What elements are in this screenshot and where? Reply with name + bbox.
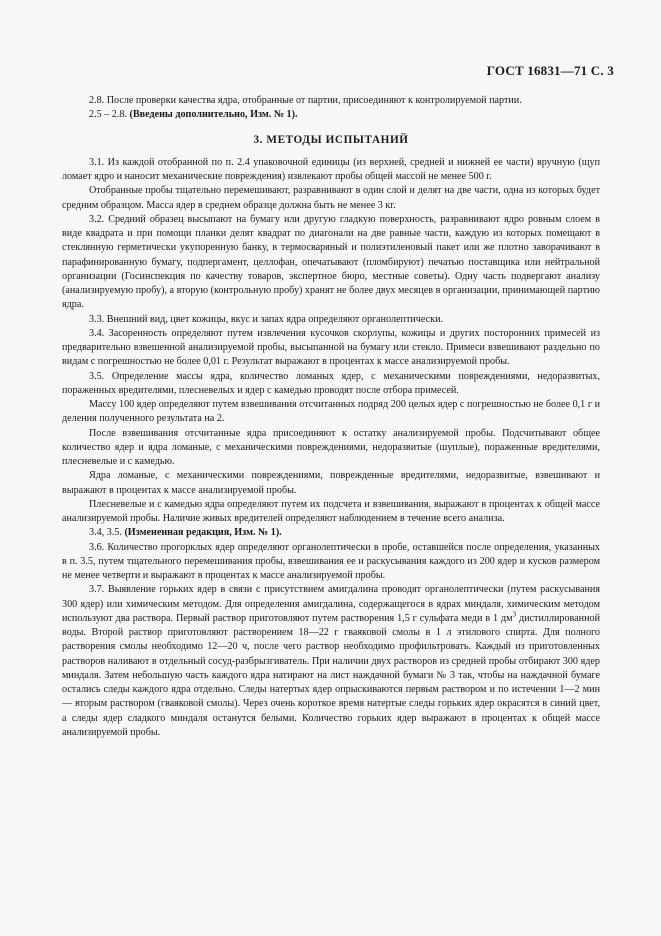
paragraph-3-1-continued: Отобранные пробы тщательно перемешивают, разравнивают в один слой и делят на две части, одна из которых будет средним образцом. Масса ядер в среднем образце должна быть не менее 3 кг. xyxy=(62,185,600,211)
paragraph-3-7-part-b: дистиллированной воды. Второй раствор приготовляют растворением 18—22 г гваяковой смолы в 1 л этилового спирта. Для полного растворения смолы необходимо 12—20 ч, после чего раствор необходимо профильтровать. Каждый из приготовленных растворов наливают в отдельный сосуд-разбрызгиватель. При наличии двух растворов из средней пробы отбирают 300 ядер миндаля. Затем небольшую часть каждого ядра натирают на лист наждачной бумаги № 3 так, чтобы на наждачной бумаге остались следы каждого ядра отдельно. Следы натертых ядер опрыскиваются первым раствором и по истечении 1—2 мин — вторым раствором (гваяковой смолы). Через очень короткое время натертые следы горьких ядер окрасятся в синий цвет, а следы ядер сладкого миндаля останутся белыми. Количество горьких ядер выражают в процентах к общей массе анализируемой пробы. xyxy=(62,612,600,738)
paragraph-3-5: 3.5. Определение массы ядра, количество ломаных ядер, с механическими повреждениями, недоразвитых, пораженных вредителями, плесневелых и ядер с камедью проводят после отбора примесей. xyxy=(62,370,600,396)
paragraph-3-7-part-a: 3.7. Выявление горьких ядер в связи с присутствием амигдалина проводят органолептически (путем раскусывания 300 ядер) или химическим методом. Для определения амигдалина, содержащегося в ядрах миндаля, химическим методом используют два раствора. Первый раствор приготовляют путем растворения 1,5 г сульфата меди в 1 дм xyxy=(62,584,600,624)
amendment-ref: 3.4, 3.5. xyxy=(89,527,122,539)
amendment-ref: 2.5 – 2.8. xyxy=(89,109,127,121)
superscript-3: 3 xyxy=(512,610,517,619)
paragraph-3-6: 3.6. Количество прогорклых ядер определяют органолептически в пробе, оставшейся после определения, указанных в п. 3.5, путем тщательного перемешивания пробы, взвешивания ее и раскусывания каждого из 200 ядер и кусков размером не менее четверти и выражают в процентах к массе анализируемой пробы. xyxy=(62,541,600,581)
paragraph-3-4: 3.4. Засоренность определяют путем извлечения кусочков скорлупы, кожицы и других посторонних примесей из предварительно взвешенной анализируемой пробы, высыпанной на бумагу или стекло. Примеси взвешивают раздельно по видам с погрешностью не более 0,01 г. Результат выражают в процентах к массе анализируемой пробы. xyxy=(62,327,600,368)
paragraph-3-5-count: После взвешивания отсчитанные ядра присоединяют к остатку анализируемой пробы. Подсчитывают общее количество ядер и ядра ломаные, с механическими повреждениями, недоразвитые (шуплые), пораженные вредителями, плесневелые и с камедью. xyxy=(62,427,600,467)
paragraph-3-2: 3.2. Средний образец высыпают на бумагу или другую гладкую поверхность, разравнивают ядро ровным слоем в виде квадрата и при помощи планки делят квадрат по диагонали на две равные части, каждую из которых помещают в стеклянную герметически укупоренную банку, в термосваряный и полиэтиленовый пакет или же плотно заворачивают в парафинированную бумагу, подпергамент, целлофан, опечатывают (пломбируют) печатью поставщика или нейтральной организации (Госинспекция по качеству товаров, экспертное бюро, местные советы). Одну часть подвергают анализу (анализируемую пробу), а вторую (контрольную пробу) хранят не более двух месяцев в организации, принимающей партию ядра. xyxy=(62,213,600,311)
amendment-text: (Измененная редакция, Изм. № 1). xyxy=(124,527,282,539)
amendment-note-2-5 xyxy=(62,108,600,122)
paragraph-3-1: 3.1. Из каждой отобранной по п. 2.4 упаковочной единицы (из верхней, средней и нижней ее части) вручную (щуп ломает ядро и наносит механические повреждения) извлекают пробы общей массой не менее 500 г. xyxy=(62,156,600,182)
paragraph-3-7 xyxy=(62,583,600,740)
amendment-text: (Введены дополнительно, Изм. № 1). xyxy=(129,109,298,121)
paragraph-3-5-mass: Массу 100 ядер определяют путем взвешивания отсчитанных подряд 200 целых ядер с погрешностью не более 0,1 г и деления полученного результата на 2. xyxy=(62,399,600,425)
section-heading: 3. МЕТОДЫ ИСПЫТАНИЙ xyxy=(253,133,409,146)
paragraph-2-8: 2.8. После проверки качества ядра, отобранные от партии, присоединяют к контролируемой партии. xyxy=(89,95,522,106)
paragraph-3-5-broken: Ядра ломаные, с механическими повреждениями, поврежденные вредителями, недоразвитые, взвешивают и выражают в процентах к массе анализируемой пробы. xyxy=(62,470,600,496)
document-body xyxy=(62,94,600,740)
amendment-note-3-4 xyxy=(62,526,600,540)
paragraph-3-3: 3.3. Внешний вид, цвет кожицы, вкус и запах ядра определяют органолептически. xyxy=(89,313,444,325)
paragraph-3-5-moldy: Плесневелые и с камедью ядра определяют путем их подсчета и взвешивания, выражают в процентах к общей массе анализируемой пробы. Наличие живых вредителей определяют наблюдением в течение всего анализа. xyxy=(62,498,600,524)
page-header: ГОСТ 16831—71 С. 3 xyxy=(486,63,614,78)
